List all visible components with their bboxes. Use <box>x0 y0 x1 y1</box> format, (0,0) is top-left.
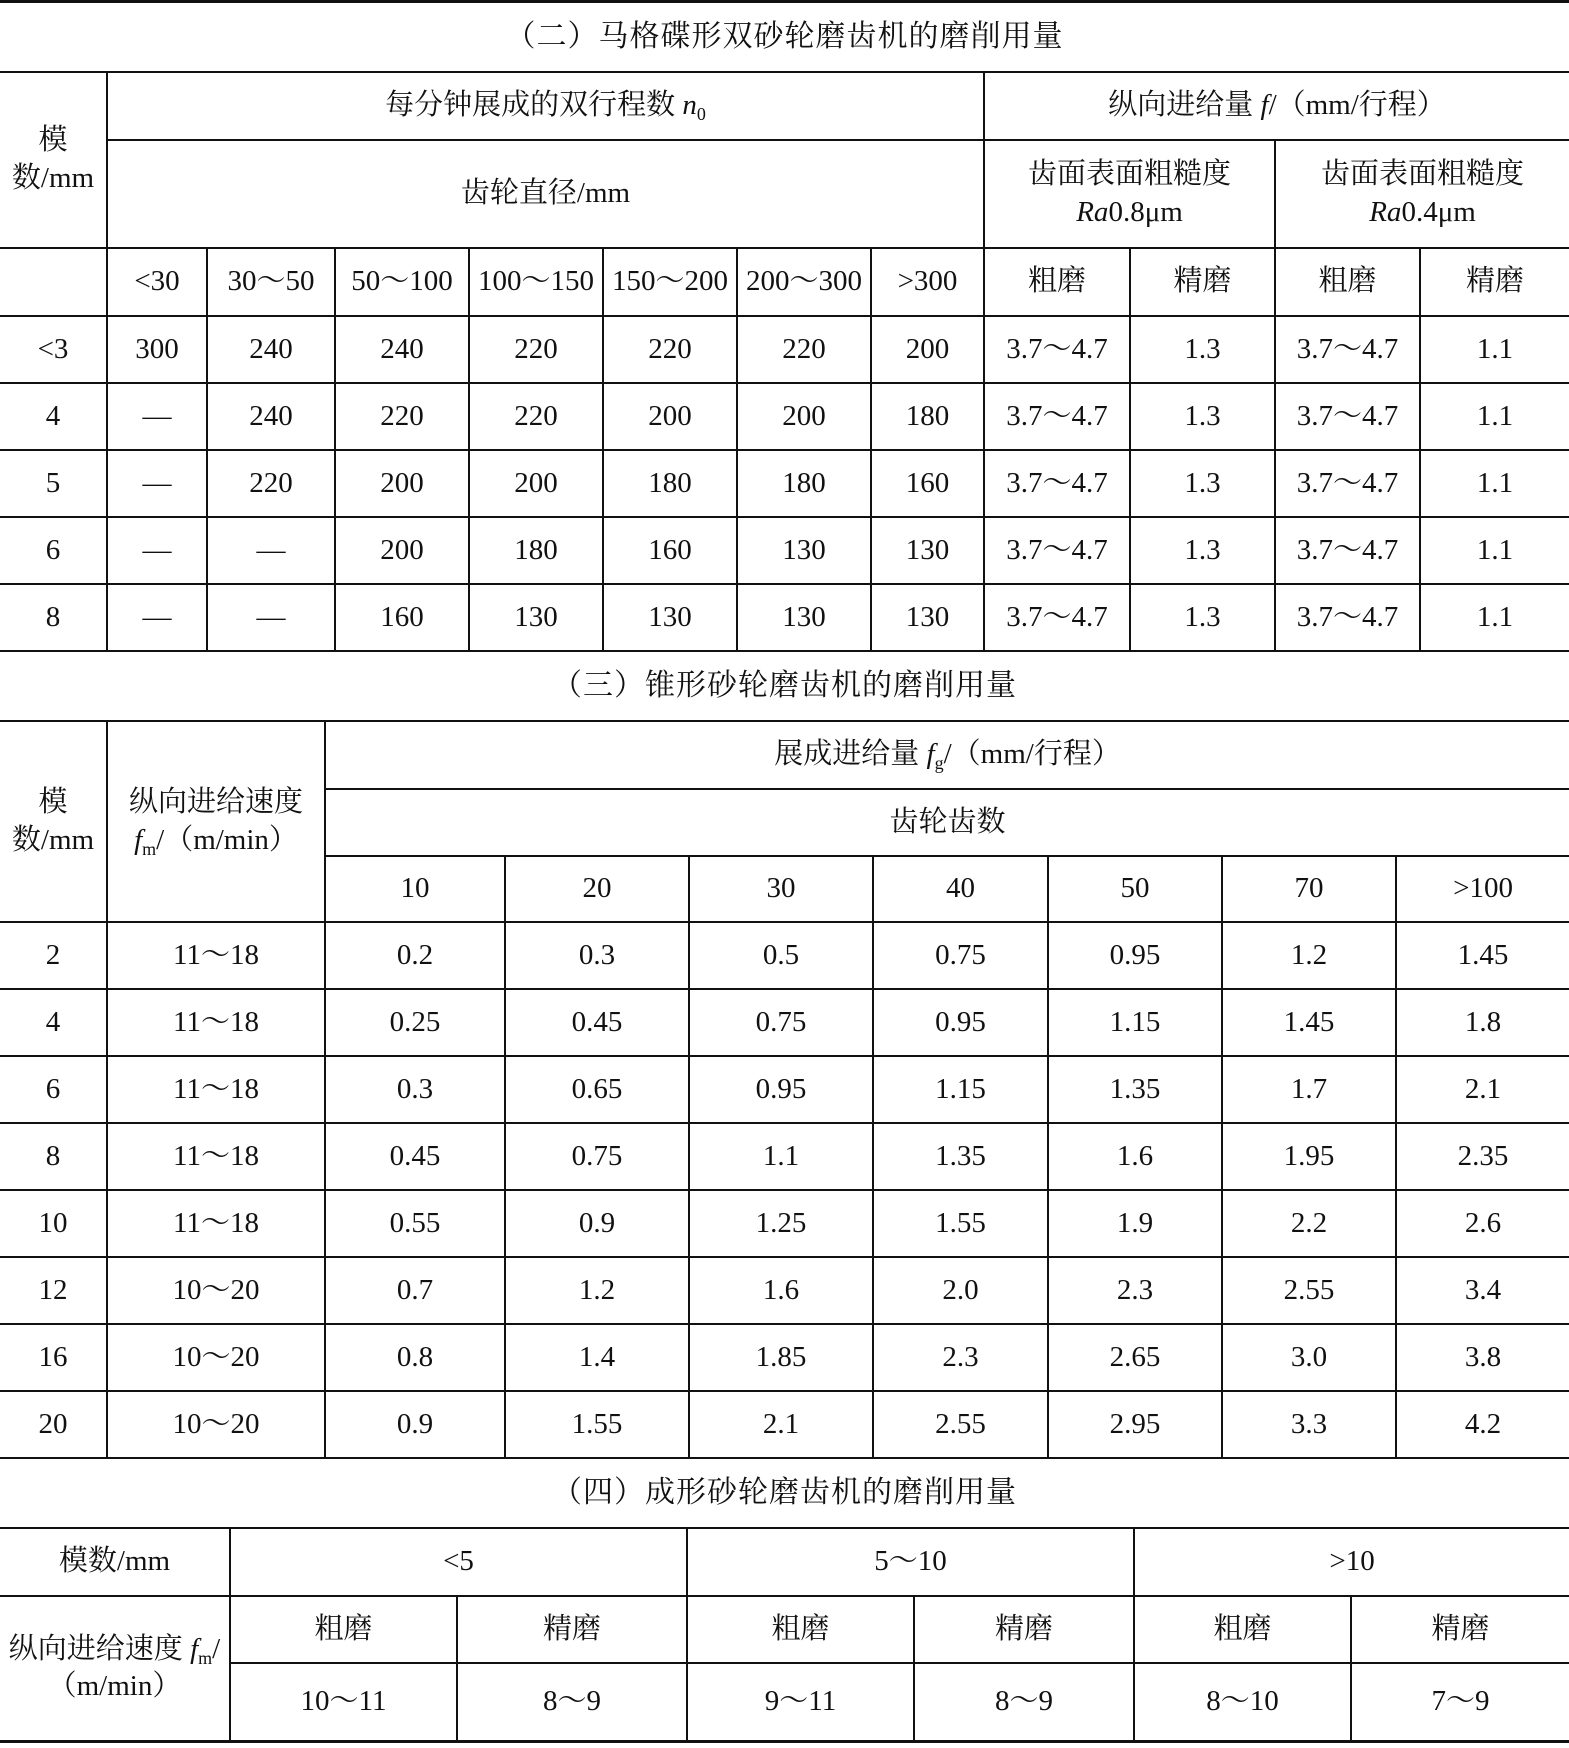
section2-title: （二）马格碟形双砂轮磨齿机的磨削用量 <box>0 0 1569 71</box>
s4-value: 8～9 <box>457 1663 687 1741</box>
table-cell: 2.55 <box>1222 1257 1396 1324</box>
s2-col-grind: 粗磨 <box>1275 248 1420 316</box>
s2-col-dia: 100～150 <box>469 248 603 316</box>
row-module-cell: 10 <box>0 1190 107 1257</box>
table-cell: 0.55 <box>325 1190 505 1257</box>
row-module-cell: 4 <box>0 989 107 1056</box>
s3-col-teeth: >100 <box>1396 856 1569 922</box>
table-cell: — <box>107 383 207 450</box>
table-cell: 3.7～4.7 <box>1275 316 1420 383</box>
s3-col-teeth: 70 <box>1222 856 1396 922</box>
s2-col-dia: 50～100 <box>335 248 469 316</box>
row-module-cell: 8 <box>0 1123 107 1190</box>
table-cell: 3.3 <box>1222 1391 1396 1458</box>
s4-header-module: 模数/mm <box>0 1528 230 1596</box>
table-cell: 0.45 <box>325 1123 505 1190</box>
table-cell: 1.9 <box>1048 1190 1222 1257</box>
table-cell: 3.7～4.7 <box>984 450 1130 517</box>
table-cell: 0.8 <box>325 1324 505 1391</box>
table-cell: — <box>107 450 207 517</box>
table-cell: 130 <box>737 584 871 651</box>
table-cell: 180 <box>603 450 737 517</box>
table-row <box>0 584 1569 651</box>
table-cell: — <box>207 517 335 584</box>
table-cell: 2.55 <box>873 1391 1048 1458</box>
table-cell: 3.0 <box>1222 1324 1396 1391</box>
table-cell: 200 <box>737 383 871 450</box>
s2-header-feed: 纵向进给量 f/（mm/行程） <box>984 72 1569 140</box>
table-cell: 1.95 <box>1222 1123 1396 1190</box>
table-cell: 1.85 <box>689 1324 873 1391</box>
table-row <box>0 316 1569 383</box>
s4-col-module: <5 <box>230 1528 687 1596</box>
table-row <box>0 1123 1569 1190</box>
table-cell: 10～20 <box>107 1391 325 1458</box>
table-cell: 200 <box>469 450 603 517</box>
row-module-cell: 16 <box>0 1324 107 1391</box>
s2-col-dia: 200～300 <box>737 248 871 316</box>
table-cell: 1.6 <box>1048 1123 1222 1190</box>
s4-col-module: 5～10 <box>687 1528 1134 1596</box>
table-cell: 300 <box>107 316 207 383</box>
table-cell: 1.6 <box>689 1257 873 1324</box>
table-cell: 3.7～4.7 <box>1275 517 1420 584</box>
table-cell: 1.35 <box>873 1123 1048 1190</box>
table-cell: 11～18 <box>107 1190 325 1257</box>
table-cell: 1.25 <box>689 1190 873 1257</box>
table-cell: 160 <box>603 517 737 584</box>
table-cell: 3.4 <box>1396 1257 1569 1324</box>
table-cell: 1.3 <box>1130 383 1275 450</box>
s3-col-teeth: 20 <box>505 856 689 922</box>
s2-col-grind: 精磨 <box>1130 248 1275 316</box>
table-cell: 1.3 <box>1130 584 1275 651</box>
table-row <box>0 517 1569 584</box>
row-module-cell: <3 <box>0 316 107 383</box>
table-cell: — <box>107 584 207 651</box>
table-cell: 0.7 <box>325 1257 505 1324</box>
table-row <box>0 450 1569 517</box>
table-cell: 3.8 <box>1396 1324 1569 1391</box>
s3-header-module: 模数/mm <box>0 721 107 922</box>
table-cell: 220 <box>603 316 737 383</box>
row-module-cell: 6 <box>0 1056 107 1123</box>
table-cell: 0.95 <box>689 1056 873 1123</box>
table-cell: 10～20 <box>107 1257 325 1324</box>
s4-col-grind: 精磨 <box>457 1596 687 1663</box>
table-cell: 2.35 <box>1396 1123 1569 1190</box>
table-cell: 130 <box>603 584 737 651</box>
table-row <box>0 1324 1569 1391</box>
table-cell: 130 <box>737 517 871 584</box>
table-cell: 1.45 <box>1222 989 1396 1056</box>
table-cell: 1.1 <box>689 1123 873 1190</box>
table-cell: 1.15 <box>873 1056 1048 1123</box>
table-cell: 0.3 <box>505 922 689 989</box>
s3-body <box>0 922 1569 1458</box>
table-cell: 130 <box>871 517 984 584</box>
table-cell: 1.1 <box>1420 584 1569 651</box>
s2-col-dia: 30～50 <box>207 248 335 316</box>
table-cell: 200 <box>335 517 469 584</box>
table-cell: 2.6 <box>1396 1190 1569 1257</box>
s3-col-teeth: 40 <box>873 856 1048 922</box>
table-row <box>0 383 1569 450</box>
table-cell: 240 <box>207 316 335 383</box>
table-cell: 0.95 <box>1048 922 1222 989</box>
table-cell: 1.55 <box>505 1391 689 1458</box>
table-cell: 0.3 <box>325 1056 505 1123</box>
s2-subheader-row <box>0 248 1569 316</box>
table-cell: 0.75 <box>505 1123 689 1190</box>
table-cell: 1.1 <box>1420 450 1569 517</box>
table-cell: 11～18 <box>107 1056 325 1123</box>
s4-value: 9～11 <box>687 1663 914 1741</box>
s3-col-teeth: 30 <box>689 856 873 922</box>
s4-col-grind: 粗磨 <box>230 1596 457 1663</box>
s2-header-ra08: 齿面表面粗糙度 Ra0.8μm <box>984 140 1275 248</box>
table-cell: 0.9 <box>325 1391 505 1458</box>
table-cell: 2.95 <box>1048 1391 1222 1458</box>
table-cell: 0.75 <box>689 989 873 1056</box>
table-cell: 3.7～4.7 <box>984 316 1130 383</box>
s3-header-teeth: 齿轮齿数 <box>325 789 1569 856</box>
s3-header-speed: 纵向进给速度 $f_m/(m/\min)$ <box>107 721 325 922</box>
table-cell: 0.95 <box>873 989 1048 1056</box>
table-cell: 2.1 <box>689 1391 873 1458</box>
s2-col-grind: 精磨 <box>1420 248 1569 316</box>
s3-col-teeth: 10 <box>325 856 505 922</box>
table-cell: 220 <box>469 383 603 450</box>
table-cell: 200 <box>335 450 469 517</box>
s2-body <box>0 316 1569 651</box>
table-cell: 1.1 <box>1420 316 1569 383</box>
s4-col-grind: 精磨 <box>1351 1596 1569 1663</box>
table-cell: 0.2 <box>325 922 505 989</box>
s4-value: 8～9 <box>914 1663 1134 1741</box>
table-cell: 2.0 <box>873 1257 1048 1324</box>
table-cell: 1.45 <box>1396 922 1569 989</box>
table-cell: 1.2 <box>505 1257 689 1324</box>
table-cell: 10～20 <box>107 1324 325 1391</box>
table-cell: 0.75 <box>873 922 1048 989</box>
table-row <box>0 1056 1569 1123</box>
s4-value: 10～11 <box>230 1663 457 1741</box>
table-cell: 180 <box>737 450 871 517</box>
table-cell: 3.7～4.7 <box>984 517 1130 584</box>
table-cell: 1.55 <box>873 1190 1048 1257</box>
table-cell: 2.2 <box>1222 1190 1396 1257</box>
table-cell: 3.7～4.7 <box>984 584 1130 651</box>
table-cell: 240 <box>207 383 335 450</box>
table-cell: 3.7～4.7 <box>1275 584 1420 651</box>
table-row <box>0 989 1569 1056</box>
section4-title: （四）成形砂轮磨齿机的磨削用量 <box>552 1476 1017 1509</box>
row-module-cell: 8 <box>0 584 107 651</box>
row-module-cell: 12 <box>0 1257 107 1324</box>
table-cell: — <box>107 517 207 584</box>
row-module-cell: 6 <box>0 517 107 584</box>
s4-col-grind: 精磨 <box>914 1596 1134 1663</box>
s3-header-gen-feed: 展成进给量 $f_g/(mm/$行程） <box>325 721 1569 789</box>
s4-col-module: >10 <box>1134 1528 1569 1596</box>
table-cell: 4.2 <box>1396 1391 1569 1458</box>
table-cell: 0.25 <box>325 989 505 1056</box>
row-module-cell: 2 <box>0 922 107 989</box>
table-cell: 160 <box>335 584 469 651</box>
table-cell: 2.3 <box>873 1324 1048 1391</box>
s2-header-module: 模数/mm <box>0 72 107 248</box>
s2-header-strokes: 每分钟展成的双行程数 $n_0$ <box>107 72 984 140</box>
table-cell: 200 <box>871 316 984 383</box>
table-cell: 240 <box>335 316 469 383</box>
table-cell: 1.15 <box>1048 989 1222 1056</box>
table-row <box>0 1257 1569 1324</box>
s2-col-grind: 粗磨 <box>984 248 1130 316</box>
table-cell: 220 <box>335 383 469 450</box>
table-cell: 220 <box>737 316 871 383</box>
row-module-cell: 20 <box>0 1391 107 1458</box>
table-cell: — <box>207 584 335 651</box>
table-cell: 0.65 <box>505 1056 689 1123</box>
section4-table <box>0 1527 1569 1743</box>
s4-value: 7～9 <box>1351 1663 1569 1741</box>
row-module-cell: 4 <box>0 383 107 450</box>
section3-table <box>0 720 1569 1459</box>
table-row <box>0 922 1569 989</box>
s2-col-dia: >300 <box>871 248 984 316</box>
table-cell: 1.8 <box>1396 989 1569 1056</box>
table-cell: 180 <box>469 517 603 584</box>
table-cell: 11～18 <box>107 922 325 989</box>
s2-col-dia: <30 <box>107 248 207 316</box>
table-cell: 1.3 <box>1130 517 1275 584</box>
table-cell: 1.2 <box>1222 922 1396 989</box>
table-cell: 180 <box>871 383 984 450</box>
table-cell: 1.35 <box>1048 1056 1222 1123</box>
table-cell: 0.5 <box>689 922 873 989</box>
table-cell: 1.1 <box>1420 383 1569 450</box>
table-cell: 1.3 <box>1130 450 1275 517</box>
table-cell: 11～18 <box>107 1123 325 1190</box>
table-cell: 1.1 <box>1420 517 1569 584</box>
table-cell: 3.7～4.7 <box>1275 383 1420 450</box>
table-cell: 130 <box>871 584 984 651</box>
s4-col-grind: 粗磨 <box>687 1596 914 1663</box>
table-cell: 2.3 <box>1048 1257 1222 1324</box>
table-cell: 130 <box>469 584 603 651</box>
table-cell: 1.7 <box>1222 1056 1396 1123</box>
s2-header-ra04: 齿面表面粗糙度 Ra0.4μm <box>1275 140 1569 248</box>
table-cell: 0.45 <box>505 989 689 1056</box>
table-cell: 11～18 <box>107 989 325 1056</box>
table-cell: 1.4 <box>505 1324 689 1391</box>
section3-title: （三）锥形砂轮磨齿机的磨削用量 <box>552 669 1017 702</box>
table-cell: 220 <box>207 450 335 517</box>
table-row <box>0 1190 1569 1257</box>
s2-blank-cell <box>0 248 107 316</box>
table-cell: 1.3 <box>1130 316 1275 383</box>
s4-value: 8～10 <box>1134 1663 1351 1741</box>
table-cell: 2.1 <box>1396 1056 1569 1123</box>
table-cell: 220 <box>469 316 603 383</box>
s4-header-speed: 纵向进给速度 $f_m/(m/\min)$ <box>0 1596 230 1741</box>
s3-col-teeth: 50 <box>1048 856 1222 922</box>
row-module-cell: 5 <box>0 450 107 517</box>
s4-col-grind: 粗磨 <box>1134 1596 1351 1663</box>
table-cell: 0.9 <box>505 1190 689 1257</box>
table-cell: 3.7～4.7 <box>1275 450 1420 517</box>
table-cell: 2.65 <box>1048 1324 1222 1391</box>
table-cell: 200 <box>603 383 737 450</box>
section2-table <box>0 71 1569 652</box>
table-cell: 3.7～4.7 <box>984 383 1130 450</box>
s2-header-gear-diameter: 齿轮直径/mm <box>107 140 984 248</box>
s2-col-dia: 150～200 <box>603 248 737 316</box>
table-cell: 160 <box>871 450 984 517</box>
table-row <box>0 1391 1569 1458</box>
